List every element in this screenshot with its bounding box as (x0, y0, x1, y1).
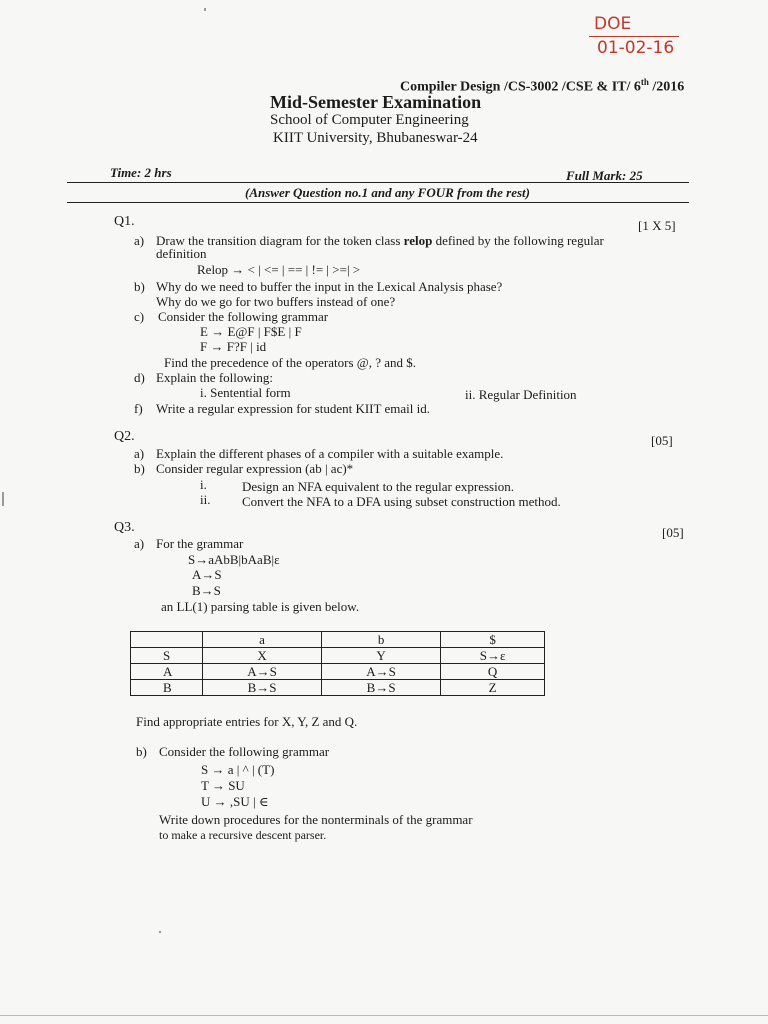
q3-a-table-intro: an LL(1) parsing table is given below. (161, 599, 360, 614)
table-cell: A→S (322, 664, 441, 680)
course-line: Compiler Design /CS-3002 /CSE & IT/ 6th /2016 (400, 77, 685, 95)
table-cell: B→S (322, 680, 441, 696)
q1-f-label: f) (134, 401, 143, 416)
q1-d-item-i: i. Sentential form (200, 385, 291, 400)
table-cell: Z (441, 680, 545, 696)
table-header-cell: a (203, 632, 322, 648)
q3-b-rule3: U → ,SU | ∈ (201, 794, 269, 809)
q1-c-text: Consider the following grammar (158, 309, 329, 324)
q1-label: Q1. (114, 214, 135, 229)
scan-speck (159, 931, 161, 933)
q3-b-write: Write down procedures for the nonterminals of the grammar (159, 812, 473, 827)
table-header-row (131, 632, 545, 648)
handwritten-date: 01-02-16 (597, 38, 675, 58)
table-header-cell (131, 632, 203, 648)
q1-c-find: Find the precedence of the operators @, ? and $. (164, 355, 417, 370)
handwritten-underline (589, 36, 679, 37)
table-row (131, 680, 545, 696)
q3-a-find: Find appropriate entries for X, Y, Z and Q. (136, 714, 358, 729)
table-cell: B (131, 680, 203, 696)
q3-b-text: Consider the following grammar (159, 744, 330, 759)
q2-b-i-label: i. (200, 477, 207, 492)
table-header-cell: b (322, 632, 441, 648)
q3-a-text: For the grammar (156, 536, 244, 551)
q1-f-text: Write a regular expression for student KIIT email id. (156, 401, 430, 416)
q1-b-label: b) (134, 279, 145, 294)
q3-a-rule1: S→aAbB|bAaB|ε (188, 552, 280, 567)
table-cell: Y (322, 648, 441, 664)
q2-b-i-text: Design an NFA equivalent to the regular expression. (242, 479, 514, 494)
q1-a-label: a) (134, 233, 145, 248)
instruction-line: (Answer Question no.1 and any FOUR from the rest) (245, 185, 530, 200)
exam-title: Mid-Semester Examination (270, 92, 482, 112)
table-header-cell: $ (441, 632, 545, 648)
header-rule-bottom (67, 202, 689, 203)
q3-b-label: b) (136, 744, 147, 759)
q3-label: Q3. (114, 520, 135, 535)
table-cell: S (131, 648, 203, 664)
q2-b-ii-text: Convert the NFA to a DFA using subset construction method. (242, 494, 561, 509)
q2-b-label: b) (134, 461, 145, 476)
q1-d-item-ii: ii. Regular Definition (465, 387, 577, 402)
table-cell: Q (441, 664, 545, 680)
full-mark-label: Full Mark: 25 (566, 168, 643, 183)
time-label: Time: 2 hrs (110, 165, 172, 180)
table-row (131, 664, 545, 680)
q3-a-rule3: B→S (192, 583, 221, 598)
q1-b-text: Why do we need to buffer the input in the Lexical Analysis phase? (156, 279, 503, 294)
scan-speck (2, 492, 4, 506)
table-cell: A (131, 664, 203, 680)
q3-b-rule1: S → a | ^ | (T) (201, 762, 275, 777)
school-name: School of Computer Engineering (270, 112, 469, 128)
table-cell: A→S (203, 664, 322, 680)
q1-a-text-cont: definition (156, 246, 207, 261)
q3-b-rule2: T → SU (201, 778, 245, 793)
q2-marks: [05] (651, 433, 673, 448)
scan-speck (204, 8, 206, 11)
handwritten-doe: DOE (594, 14, 632, 34)
q2-label: Q2. (114, 429, 135, 444)
q3-a-label: a) (134, 536, 145, 551)
q3-marks: [05] (662, 525, 684, 540)
university-name: KIIT University, Bhubaneswar-24 (273, 130, 478, 146)
q1-marks: [1 X 5] (638, 218, 676, 233)
table-cell: X (203, 648, 322, 664)
table-cell: B→S (203, 680, 322, 696)
q1-b-text-2: Why do we go for two buffers instead of one? (156, 294, 396, 309)
q2-b-text: Consider regular expression (ab | ac)* (156, 461, 354, 476)
q2-a-label: a) (134, 446, 145, 461)
q1-c-rule2: F → F?F | id (200, 339, 267, 354)
scan-edge (0, 1015, 768, 1016)
table-cell: S→ε (441, 648, 545, 664)
q3-b-write-cont: to make a recursive descent parser. (159, 828, 327, 842)
q1-d-label: d) (134, 370, 145, 385)
q2-b-ii-label: ii. (200, 492, 211, 507)
q1-c-rule1: E → E@F | F$E | F (200, 324, 302, 339)
q2-a-text: Explain the different phases of a compiler with a suitable example. (156, 446, 504, 461)
table-row (131, 648, 545, 664)
q1-a-text: Draw the transition diagram for the token class relop defined by the following regular (156, 233, 604, 248)
header-rule-top (67, 182, 689, 183)
q1-c-label: c) (134, 309, 145, 324)
q3-a-rule2: A→S (192, 567, 222, 582)
ll1-parsing-table (130, 631, 545, 696)
q1-a-relop: Relop → < | <= | == | != | >=| > (197, 262, 361, 277)
q1-d-text: Explain the following: (156, 370, 273, 385)
